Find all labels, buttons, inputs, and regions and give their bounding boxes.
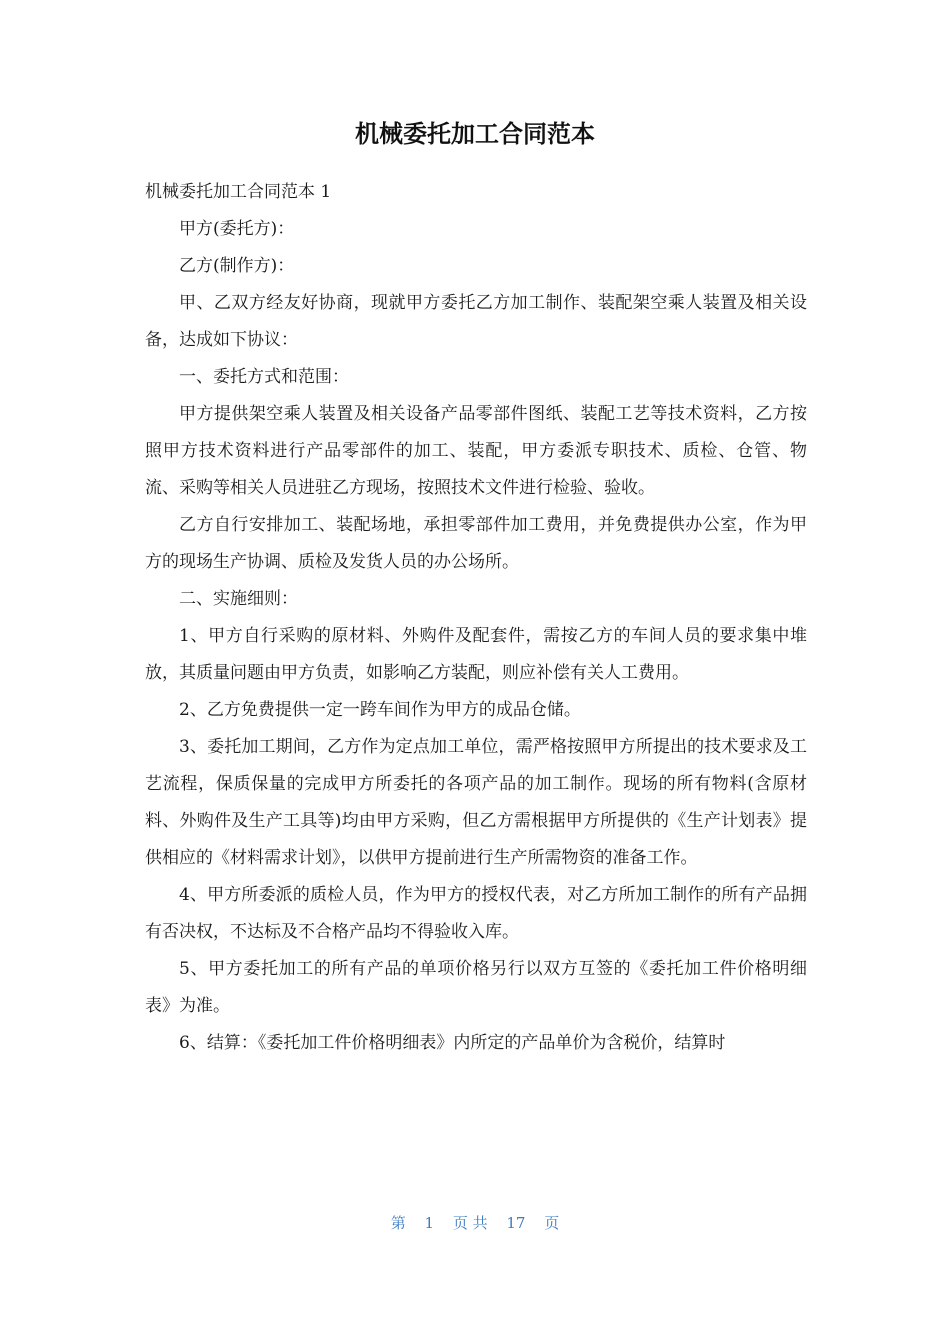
paragraph: 2、乙方免费提供一定一跨车间作为甲方的成品仓储。 <box>179 700 581 720</box>
paragraph: 二、实施细则： <box>179 589 298 609</box>
paragraph: 一、委托方式和范围： <box>179 367 349 387</box>
footer-middle: 页 共 <box>452 1214 488 1232</box>
footer-suffix: 页 <box>544 1214 560 1232</box>
paragraph: 4、甲方所委派的质检人员，作为甲方的授权代表，对乙方所加工制作的所有产品拥有否决权，不达标及不合格产品均不得验收入库。 <box>145 885 807 942</box>
footer-prefix: 第 <box>390 1214 406 1232</box>
page-number-footer <box>0 1208 950 1238</box>
paragraph: 乙方(制作方)： <box>179 256 295 276</box>
paragraph: 机械委托加工合同范本 1 <box>145 182 332 202</box>
document-body <box>145 174 807 1062</box>
paragraph: 甲、乙双方经友好协商，现就甲方委托乙方加工制作、装配架空乘人装置及相关设备，达成如下协议： <box>145 293 807 350</box>
footer-total-pages: 17 <box>506 1214 526 1232</box>
paragraph: 乙方自行安排加工、装配场地，承担零部件加工费用，并免费提供办公室，作为甲方的现场生产协调、质检及发货人员的办公场所。 <box>145 515 807 572</box>
paragraph: 5、甲方委托加工的所有产品的单项价格另行以双方互签的《委托加工件价格明细表》为准。 <box>145 959 807 1016</box>
paragraph: 1、甲方自行采购的原材料、外购件及配套件，需按乙方的车间人员的要求集中堆放，其质量问题由甲方负责，如影响乙方装配，则应补偿有关人工费用。 <box>145 626 807 683</box>
document-title: 机械委托加工合同范本 <box>355 120 595 148</box>
paragraph: 甲方(委托方)： <box>179 219 295 239</box>
paragraph: 3、委托加工期间，乙方作为定点加工单位，需严格按照甲方所提出的技术要求及工艺流程，保质保量的完成甲方所委托的各项产品的加工制作。现场的所有物料(含原材料、外购件及生产工具等)均由甲方采购，但乙方需根据甲方所提供的《生产计划表》提供相应的《材料需求计划》，以供甲方提前进行生产所需物资的准备工作。 <box>145 737 807 868</box>
paragraph: 6、结算：《委托加工件价格明细表》内所定的产品单价为含税价，结算时 <box>179 1033 726 1053</box>
paragraph: 甲方提供架空乘人装置及相关设备产品零部件图纸、装配工艺等技术资料，乙方按照甲方技术资料进行产品零部件的加工、装配，甲方委派专职技术、质检、仓管、物流、采购等相关人员进驻乙方现场，按照技术文件进行检验、验收。 <box>145 404 807 498</box>
footer-current-page: 1 <box>424 1214 435 1232</box>
